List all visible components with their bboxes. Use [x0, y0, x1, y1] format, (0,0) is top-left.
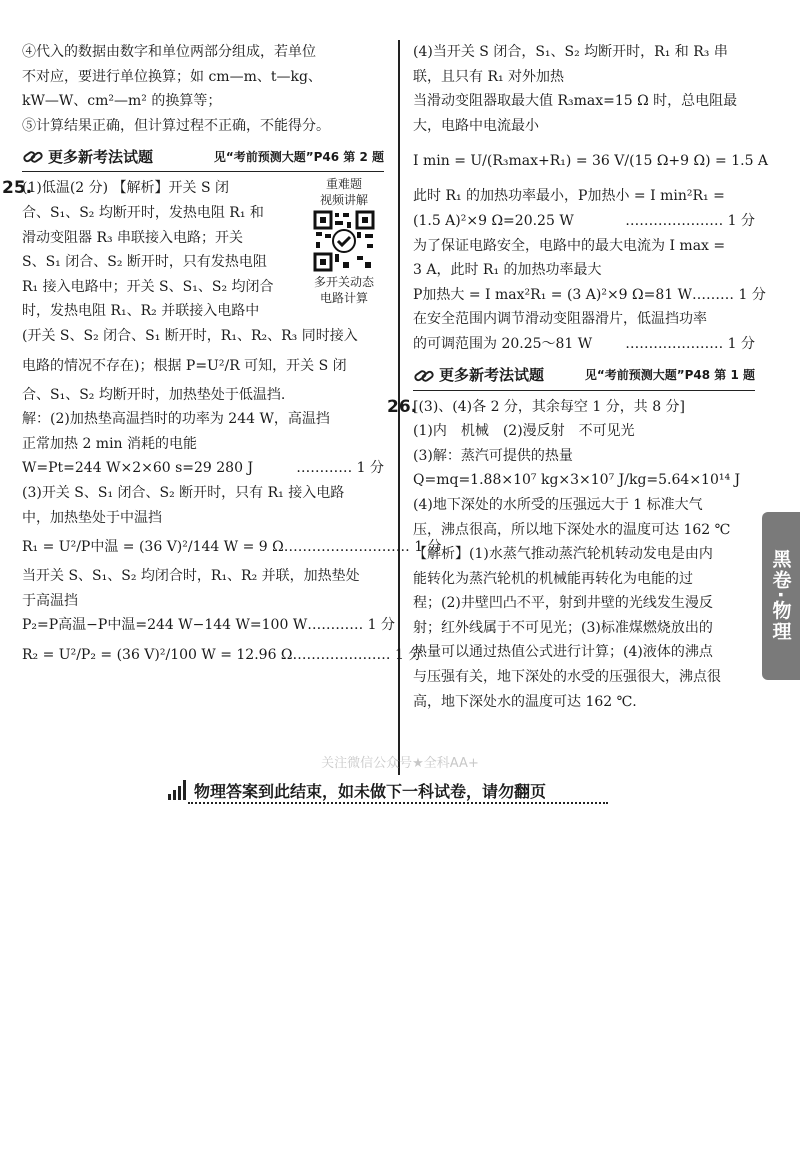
text-line: 不对应，要进行单位换算；如 cm—m、t—kg、 — [22, 68, 322, 85]
link-icon — [413, 367, 435, 385]
banner-title: 更多新考法试题 — [439, 366, 545, 385]
text-line: 能转化为蒸汽轮机的机械能再转化为电能的过 — [413, 570, 693, 587]
banner-reference: 见“考前预测大题”P46 第 2 题 — [213, 150, 384, 165]
score: ………… 1 分 — [307, 617, 396, 634]
question-number: 26. — [387, 396, 418, 417]
equation: P加热大 = I max²R₁ = (3 A)²×9 Ω=81 W — [413, 286, 693, 303]
qr-caption: 多开关动态 — [313, 275, 374, 290]
text-line: 于高温挡 — [22, 592, 78, 609]
text-line: 程；(2)井壁凹凸不平，射到井壁的光线发生漫反 — [413, 595, 713, 612]
text-line: (4)地下深处的水所受的压强远大于 1 标准大气 — [413, 496, 703, 513]
text-line: 3 A，此时 R₁ 的加热功率最大 — [413, 262, 602, 279]
equation: 的可调范围为 20.25～81 W — [413, 335, 593, 352]
text-line: 联，且只有 R₁ 对外加热 — [413, 68, 565, 85]
score: ………………… 1 分 — [292, 646, 423, 663]
text-line: 压，沸点很高，所以地下深处水的温度可达 162 ℃ — [413, 521, 731, 538]
text-line: 【解析】(1)水蒸气推动蒸汽轮机转动发电是由内 — [413, 546, 713, 563]
text-line: 与压强有关，地下深处的水受的压强很大，沸点很 — [413, 669, 721, 686]
text-line: (开关 S、S₂ 闭合、S₁ 断开时，R₁、R₂、R₃ 同时接入 — [22, 327, 358, 344]
text-line: 时，发热电阻 R₁、R₂ 并联接入电路中 — [22, 303, 260, 320]
score: ……………………… 1 分 — [283, 539, 442, 556]
link-icon — [22, 148, 44, 166]
text-line: 当滑动变阻器取最大值 R₃max=15 Ω 时，总电阻最 — [413, 93, 738, 110]
equation: R₂ = U²/P₂ = (36 V)²/100 W = 12.96 Ω — [22, 646, 293, 663]
equation: W=Pt=244 W×2×60 s=29 280 J — [22, 460, 254, 477]
text-line: (1)低温(2 分) 【解析】开关 S 闭 — [22, 180, 230, 197]
equation: (1.5 A)²×9 Ω=20.25 W — [413, 212, 574, 229]
text-line: 电路的情况不存在)；根据 P=U²/R 可知，开关 S 闭 — [22, 357, 347, 374]
qr-caption: 重难题 — [325, 177, 362, 192]
equation: Q=mq=1.88×10⁷ kg×3×10⁷ J/kg=5.64×10¹⁴ J — [413, 472, 741, 489]
banner-title: 更多新考法试题 — [48, 148, 154, 167]
qr-code-icon[interactable] — [313, 210, 375, 272]
text-line: [(3)、(4)各 2 分，其余每空 1 分，共 8 分] — [413, 398, 686, 415]
qr-caption: 电路计算 — [319, 291, 368, 306]
right-column — [387, 40, 769, 714]
more-questions-banner — [22, 144, 384, 172]
text-line: 正常加热 2 min 消耗的电能 — [22, 435, 198, 452]
text-line: S、S₁ 闭合、S₂ 断开时，只有发热电阻 — [22, 254, 267, 271]
text-line: kW—W、cm²—m² 的换算等； — [22, 93, 222, 110]
text-line: 大，电路中电流最小 — [413, 117, 539, 134]
question-number: 25. — [2, 178, 33, 199]
text-line: 合、S₁、S₂ 均断开时，加热垫处于低温挡. — [22, 386, 286, 403]
text-line: ④代入的数据由数字和单位两部分组成，若单位 — [22, 44, 316, 60]
equation-row — [22, 530, 442, 564]
text-line: 高，地下深处水的温度可达 162 ℃. — [413, 693, 637, 710]
score: ………………… 1 分 — [625, 212, 755, 229]
text-line: 在安全范围内调节滑动变阻器滑片，低温挡功率 — [413, 311, 707, 328]
end-of-answers-line — [168, 776, 608, 804]
watermark: 关注微信公众号★全科AA+ — [321, 756, 479, 771]
text-line: 射；红外线属于不可见光；(3)标准煤燃烧放出的 — [413, 619, 713, 636]
text-line: 解：(2)加热垫高温挡时的功率为 244 W，高温挡 — [22, 411, 330, 428]
subject-side-tab: 黑卷·物理 — [762, 512, 800, 680]
text-line: 中，加热垫处于中温挡 — [22, 509, 162, 526]
equation-row — [413, 209, 755, 234]
text-line: 此时 R₁ 的加热功率最小，P加热小 = I min²R₁ = — [413, 188, 725, 205]
text-line: (4)当开关 S 闭合，S₁、S₂ 均断开时，R₁ 和 R₃ 串 — [413, 44, 728, 60]
bars-icon — [168, 780, 186, 800]
banner-reference: 见“考前预测大题”P48 第 1 题 — [584, 368, 755, 383]
equation-row — [22, 613, 396, 638]
text-line: R₁ 接入电路中；开关 S、S₁、S₂ 均闭合 — [22, 278, 274, 295]
end-text: 物理答案到此结束，如未做下一科试卷，请勿翻页 — [194, 781, 547, 801]
equation-row — [413, 283, 766, 308]
text-line: (3)开关 S、S₁ 闭合、S₂ 断开时，只有 R₁ 接入电路 — [22, 484, 345, 501]
text-line: 合、S₁、S₂ 均断开时，发热电阻 R₁ 和 — [22, 204, 264, 221]
text-line: ⑤计算结果正确，但计算过程不正确，不能得分。 — [22, 117, 330, 134]
dotted-underline — [188, 802, 608, 804]
text-line: (3)解：蒸汽可提供的热量 — [413, 447, 573, 464]
text-line: (1)内 机械 (2)漫反射 不可见光 — [413, 423, 635, 440]
equation: R₁ = U²/P中温 = (36 V)²/144 W = 9 Ω — [22, 539, 284, 556]
equation: P₂=P高温−P中温=244 W−144 W=100 W — [22, 617, 308, 634]
score: ……… 1 分 — [692, 286, 766, 303]
score: ………… 1 分 — [296, 460, 384, 477]
text-line: 为了保证电路安全，电路中的最大电流为 I max = — [413, 237, 726, 254]
text-line: 当开关 S、S₁、S₂ 均闭合时，R₁、R₂ 并联，加热垫处 — [22, 568, 360, 585]
text-line: 滑动变阻器 R₃ 串联接入电路；开关 — [22, 229, 244, 246]
equation: I min = U/(R₃max+R₁) = 36 V/(15 Ω+9 Ω) = 1.5 A — [413, 153, 769, 170]
more-questions-banner — [413, 363, 755, 391]
equation-row — [413, 332, 755, 357]
qr-caption: 视频讲解 — [319, 193, 368, 208]
score: ………………… 1 分 — [625, 335, 755, 352]
equation-row — [22, 638, 423, 672]
left-column — [2, 40, 442, 672]
video-qr-block[interactable] — [304, 176, 384, 324]
equation-row — [22, 456, 384, 481]
text-line: 热量可以通过热值公式进行计算；(4)液体的沸点 — [413, 644, 713, 661]
